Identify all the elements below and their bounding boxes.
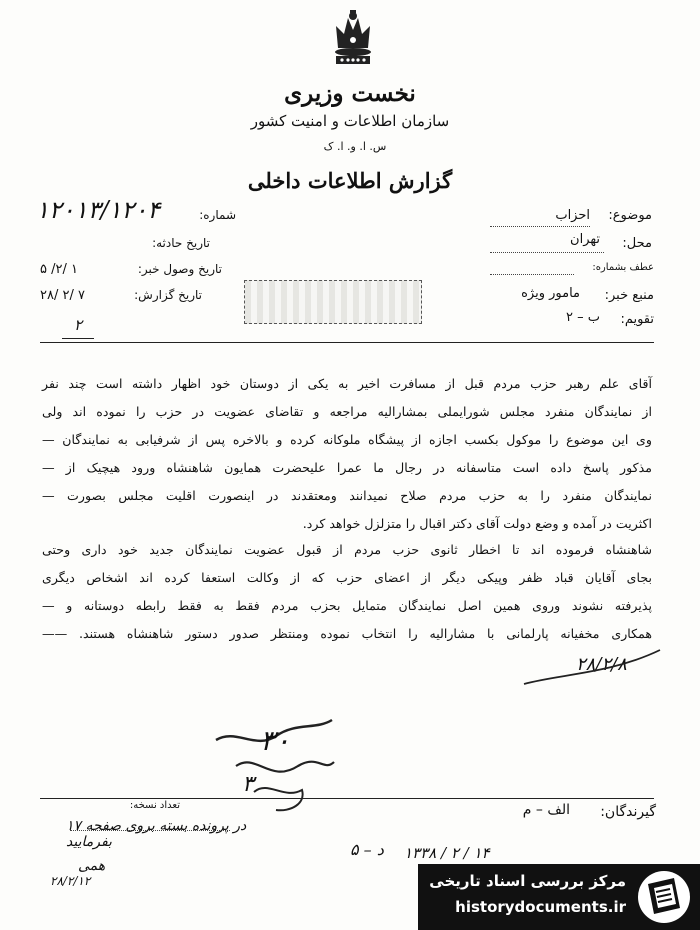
body-line: همکاری مخفیانه پارلمانی با مشارالیه را انتخاب نموده ومنتظر صدور دستور شاهنشاه هستند. —— (42, 626, 652, 641)
subject-value: احزاب (555, 208, 590, 223)
subject-dotline (490, 226, 590, 227)
place-label: محل: (622, 236, 652, 251)
archive-logo-icon (634, 868, 694, 926)
handwritten-date: ۲۸/۲/۸ (576, 654, 627, 675)
number-value: ۱۲۰۱۳/۱۲۰۴ (36, 196, 161, 224)
recipients-label: گیرندگان: (600, 804, 656, 820)
receipt-date-value: ۵ /۲/ ۱ (40, 262, 78, 277)
body-line: شاهنشاه فرموده اند تا اخطار ثانوی حزب مردم از قبول عضویت نمایندگان جدید خود داری وحتی (42, 542, 652, 557)
body-line: مذکور پاسخ داده است متاسفانه در رجال ما عمرا علیحضرت همایون شاهنشاه ورود هیچیک از — (42, 460, 652, 475)
crown-emblem-icon (330, 8, 376, 70)
place-value: تهران (570, 232, 600, 247)
subject-label: موضوع: (608, 208, 652, 223)
stamp-code: ۵ – د (350, 840, 384, 859)
watermark-banner (418, 864, 700, 930)
body-line: بجای آقایان قباد ظفر وپیکی دیگر از اعضای حزب که از وکالت استعفا کرده اند اشخاص دیگری (42, 570, 652, 585)
header-separator (40, 342, 654, 343)
source-value: مامور ویژه (521, 286, 580, 301)
signature-date: ۲۸/۲/۱۲ (50, 874, 91, 888)
org-line-2: سازمان اطلاعات و امنیت کشور (250, 112, 450, 130)
watermark-title: مرکز بررسی اسناد تاریخی (429, 872, 626, 890)
copies-label: تعداد نسخه: (129, 800, 180, 811)
report-date-value: ۲۸/ ۲/ ۷ (40, 288, 85, 303)
report-date-label: تاریخ گزارش: (134, 288, 202, 302)
body-line: پذیرفته نشوند وروی همین اصل نمایندگان متمایل بحزب مردم فقط به فقط رابطه دوستانه و — (42, 598, 652, 613)
receipt-date-label: تاریخ وصول خبر: (137, 262, 222, 276)
handwritten-bottom-mark: ۳ (242, 772, 254, 797)
place-dotline (490, 252, 604, 253)
handwritten-scribble-icon (206, 700, 346, 820)
number-label: شماره: (199, 208, 236, 222)
org-line-1: نخست وزیری (284, 80, 416, 107)
body-line-last: اکثریت در آمده و وضع دولت آقای دکتر اقبال را متزلزل خواهد کرد. (302, 516, 652, 531)
redacted-stamp (244, 280, 422, 324)
follow-dotline (490, 274, 574, 275)
org-code: س. ا. و. ا. ک (323, 140, 387, 153)
signature: همی (78, 858, 106, 874)
footer-separator (40, 798, 654, 799)
body-line: آقای علم رهبر حزب مردم قبل از مسافرت اخیر به یکی از دوستان خود اظهار داشته است چند نفر (42, 376, 652, 391)
rating-value: ب – ۲ (566, 310, 600, 325)
report-title: گزارش اطلاعات داخلی (247, 168, 453, 193)
handwritten-center-mark: ۳۰ (260, 724, 291, 757)
follow-label: عطف بشماره: (592, 262, 654, 273)
handwritten-curve-icon (520, 644, 670, 694)
mark-underline (62, 338, 94, 339)
body-line: از نمایندگان منفرد مجلس شورایملی بمشارالیه مراجعه و تقاضای عضویت در حزب را نموده اند ولی (42, 404, 652, 419)
event-date-label: تاریخ حادثه: (152, 236, 210, 250)
recipients-value: الف – م (522, 802, 570, 818)
body-line: نمایندگان منفرد را به حزب مردم صلاح نمیدانند ومعتقدند در اینصورت اقلیت مجلس بصورت — (42, 488, 652, 503)
body-line: وی این موضوع را موکول بکسب اجازه از پیشگاه ملوکانه کرده و بالاخره پس از شرفیابی به نمایندگان — (42, 432, 652, 447)
handwritten-footer-note: در پرونده بسته بروی صفحه ۱۷ بفرمایید (66, 818, 247, 850)
watermark-url: historydocuments.ir (455, 898, 626, 916)
margin-mark: ۲ (74, 316, 83, 334)
rating-label: تقویم: (620, 312, 654, 327)
source-label: منبع خبر: (604, 288, 654, 303)
stamp-date: ۱۳۳۸ / ۲ / ۱۴ (404, 844, 490, 862)
